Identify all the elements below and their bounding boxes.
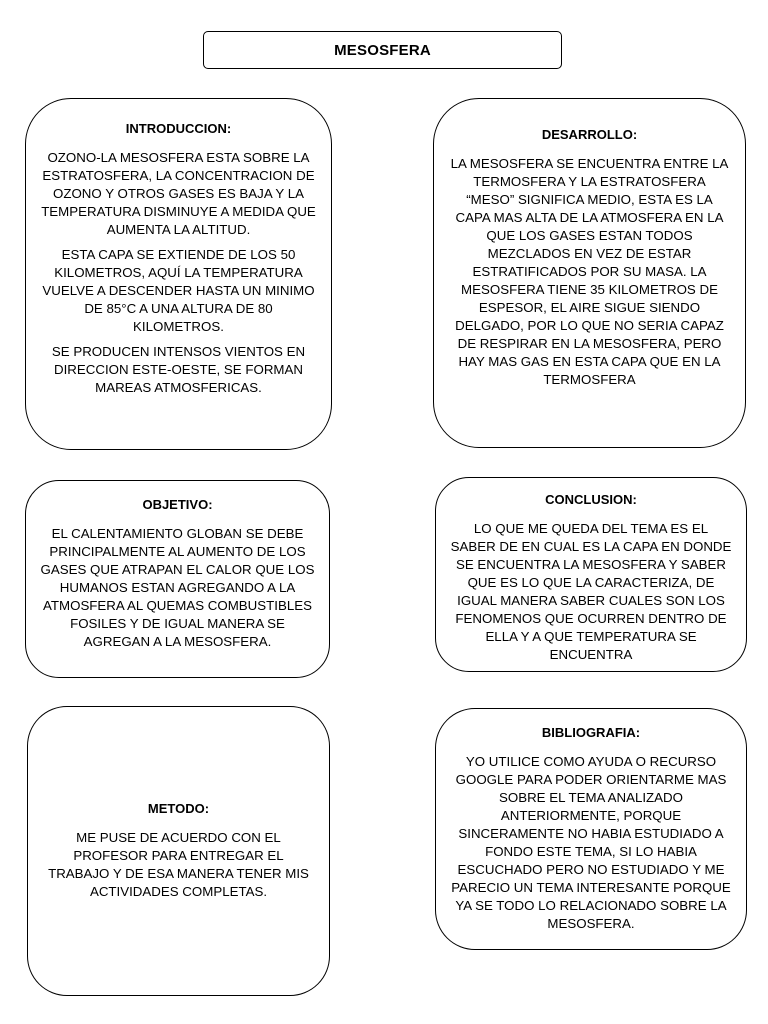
introduccion-heading: INTRODUCCION: [125,121,232,136]
introduccion-paragraph: SE PRODUCEN INTENSOS VIENTOS EN DIRECCION ESTE-OESTE, SE FORMAN MAREAS ATMOSFERICAS. [51,344,306,395]
metodo-card [27,706,330,996]
objetivo-heading: OBJETIVO: [142,497,213,512]
desarrollo-heading: DESARROLLO: [541,127,638,142]
introduccion-paragraph: OZONO-LA MESOSFERA ESTA SOBRE LA ESTRATOSFERA, LA CONCENTRACION DE OZONO Y OTROS GASES ES BAJA Y LA TEMPERATURA DISMINUYE A MEDIDA QUE AUMENTA LA ALTITUD. [41,150,316,237]
metodo-heading: METODO: [147,801,210,816]
conclusion-heading: CONCLUSION: [545,492,637,507]
objetivo-card [25,480,330,678]
bibliografia-heading: BIBLIOGRAFIA: [541,725,641,740]
metodo-paragraph: ME PUSE DE ACUERDO CON EL PROFESOR PARA ENTREGAR EL TRABAJO Y DE ESA MANERA TENER MIS ACTIVIDADES COMPLETAS. [48,830,309,899]
bibliografia-card [435,708,747,950]
bibliografia-paragraph: YO UTILICE COMO AYUDA O RECURSO GOOGLE PARA PODER ORIENTARME MAS SOBRE EL TEMA ANALIZADO ANTERIORMENTE, PORQUE SINCERAMENTE NO HABIA ESTUDIADO A FONDO ESTE TEMA, SI LO HABIA ESCUCHADO PERO NO ESTUDIADO Y ME PARECIO UN TEMA INTERESANTE PORQUE YA SE TODO LO RELACIONADO SOBRE LA MESOSFERA. [451,754,731,931]
conclusion-card [435,477,747,672]
desarrollo-card [433,98,746,448]
page-title: MESOSFERA [203,31,562,69]
objetivo-paragraph: EL CALENTAMIENTO GLOBAN SE DEBE PRINCIPALMENTE AL AUMENTO DE LOS GASES QUE ATRAPAN EL CALOR QUE LOS HUMANOS ESTAN AGREGANDO A LA ATMOSFERA AL QUEMAS COMBUSTIBLES FOSILES Y DE IGUAL MANERA SE AGREGAN A LA MESOSFERA. [40,526,315,649]
introduccion-card [25,98,332,450]
desarrollo-paragraph: LA MESOSFERA SE ENCUENTRA ENTRE LA TERMOSFERA Y LA ESTRATOSFERA “MESO” SIGNIFICA MEDIO, ESTA ES LA CAPA MAS ALTA DE LA ATMOSFERA EN LA QUE LOS GASES ESTAN TODOS MEZCLADOS EN VEZ DE ESTAR ESTRATIFICADOS POR SU MASA. LA MESOSFERA TIENE 35 KILOMETROS DE ESPESOR, EL AIRE SIGUE SIENDO DELGADO, POR LO QUE NO SERIA CAPAZ DE RESPIRAR EN LA MESOSFERA, PERO HAY MAS GAS EN ESTA CAPA QUE EN LA TERMOSFERA [450,156,729,387]
conclusion-paragraph: LO QUE ME QUEDA DEL TEMA ES EL SABER DE EN CUAL ES LA CAPA EN DONDE SE ENCUENTRA LA MESOSFERA Y SABER QUE ES LO QUE LA CARACTERIZA, DE IGUAL MANERA SABER CUALES SON LOS FENOMENOS QUE OCURREN DENTRO DE ELLA Y A QUE TEMPERATURA SE ENCUENTRA [450,521,732,662]
introduccion-paragraph: ESTA CAPA SE EXTIENDE DE LOS 50 KILOMETROS, AQUÍ LA TEMPERATURA VUELVE A DESCENDER HASTA UN MINIMO DE 85°C A UNA ALTURA DE 80 KILOMETROS. [42,247,315,334]
